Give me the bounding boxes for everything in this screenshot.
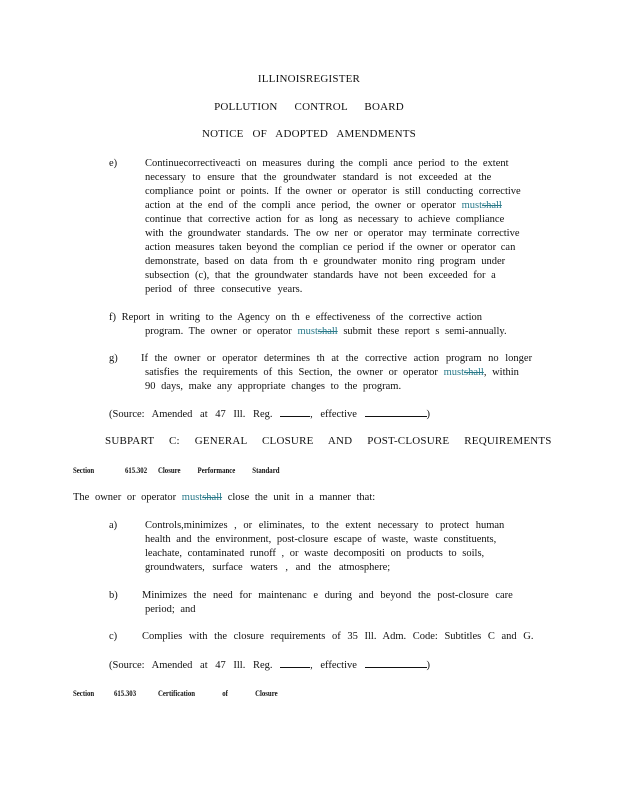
item-b-line: Minimizes the need for maintenanc e during and beyond the post-closure care [142,590,513,601]
source-text: (Source: Amended at 47 Ill. Reg. [109,409,273,420]
inserted-text: must [461,200,482,211]
item-g-line: If the owner or operator determines th at the corrective action program no longer [141,353,533,364]
inserted-text: must [297,326,318,337]
source-text: , effective [310,409,357,420]
date-blank [365,658,427,668]
item-b-line: period; and [145,604,196,615]
item-g-text: , within [483,367,519,378]
item-f-text: program. The owner or operator [145,326,292,337]
item-f-text: submit these report s semi-annually. [343,326,507,337]
intro-text: The owner or operator [73,492,177,503]
item-a-label: a) [109,520,118,531]
deleted-text: shall [463,367,484,378]
item-e-line: period of three consecutive years. [145,284,303,295]
item-c-line: Complies with the closure requirements of 35 Ill. Adm. Code: Subtitles C and G. [142,631,534,642]
section-label: Section [73,466,95,475]
subpart-heading: SUBPART C: GENERAL CLOSURE AND POST-CLOSURE REQUIREMENTS [105,435,552,447]
source-text: (Source: Amended at 47 Ill. Reg. [109,660,273,671]
section-number: 615.303 [114,689,137,698]
deleted-text: shall [202,492,223,503]
item-g-text: satisfies the requirements of this Section, the owner or operator [145,367,438,378]
section-number: 615.302 [125,466,148,475]
item-a-line: Controls,minimizes , or eliminates, to the extent necessary to protect human [145,520,505,531]
source-text: ) [426,660,431,671]
source-note [109,407,430,422]
section-label: Section [73,689,95,698]
source-note [109,658,430,673]
item-f-line [145,325,507,339]
item-e-line: continue that corrective action for as long as necessary to achieve compliance [145,214,505,225]
reg-blank [280,407,310,417]
date-blank [365,407,427,417]
register-title: ILLINOISREGISTER [257,73,361,85]
item-b-label: b) [109,590,118,601]
notice-title: NOTICE OF ADOPTED AMENDMENTS [202,128,416,140]
source-text: , effective [310,660,357,671]
item-f-line: f) Report in writing to the Agency on th e effectiveness of the corrective action [109,312,483,323]
board-title: POLLUTION CONTROL BOARD [214,101,404,113]
deleted-text: shall [317,326,338,337]
item-g-line [145,366,519,380]
item-e-line: action measures taken beyond the complian ce period if the owner or operator can [145,242,516,253]
item-g-label: g) [109,353,118,364]
item-a-line: leachate, contaminated runoff , or waste decompositi on products to soils, [145,548,485,559]
source-text: ) [426,409,431,420]
item-e-line: demonstrate, based on data from th e groundwater monito ring program under [145,256,506,267]
item-e-line-text: action at the end of the compli ance period, the owner or operator [145,200,456,211]
item-a-line: groundwaters, surface waters , and the atmosphere; [145,562,391,573]
reg-blank [280,658,310,668]
deleted-text: shall [481,200,502,211]
item-c-label: c) [109,631,118,642]
inserted-text: must [181,492,203,503]
section-title: Certification of Closure [158,689,278,698]
item-e-line: subsection (c), that the groundwater standards have not been exceeded for a [145,270,496,281]
section-title: Closure Performance Standard [158,466,280,475]
item-e-line: Continuecorrectiveacti on measures during the compli ance period to the extent [145,158,509,169]
item-e-line [145,199,502,213]
item-e-line: compliance point or points. If the owner or operator is still conducting corrective [145,186,521,197]
item-e-line: with the groundwater standards. The ow ner or operator may terminate corrective [145,228,520,239]
inserted-text: must [443,367,464,378]
item-e-label: e) [109,158,118,169]
intro-text: close the unit in a manner that: [227,492,376,503]
intro-line [73,491,375,505]
item-e-line: necessary to ensure that the groundwater standard is not exceeded at the [145,172,492,183]
item-g-line: 90 days, make any appropriate changes to the program. [145,381,402,392]
item-a-line: health and the environment, post-closure escape of waste, waste constituents, [145,534,497,545]
